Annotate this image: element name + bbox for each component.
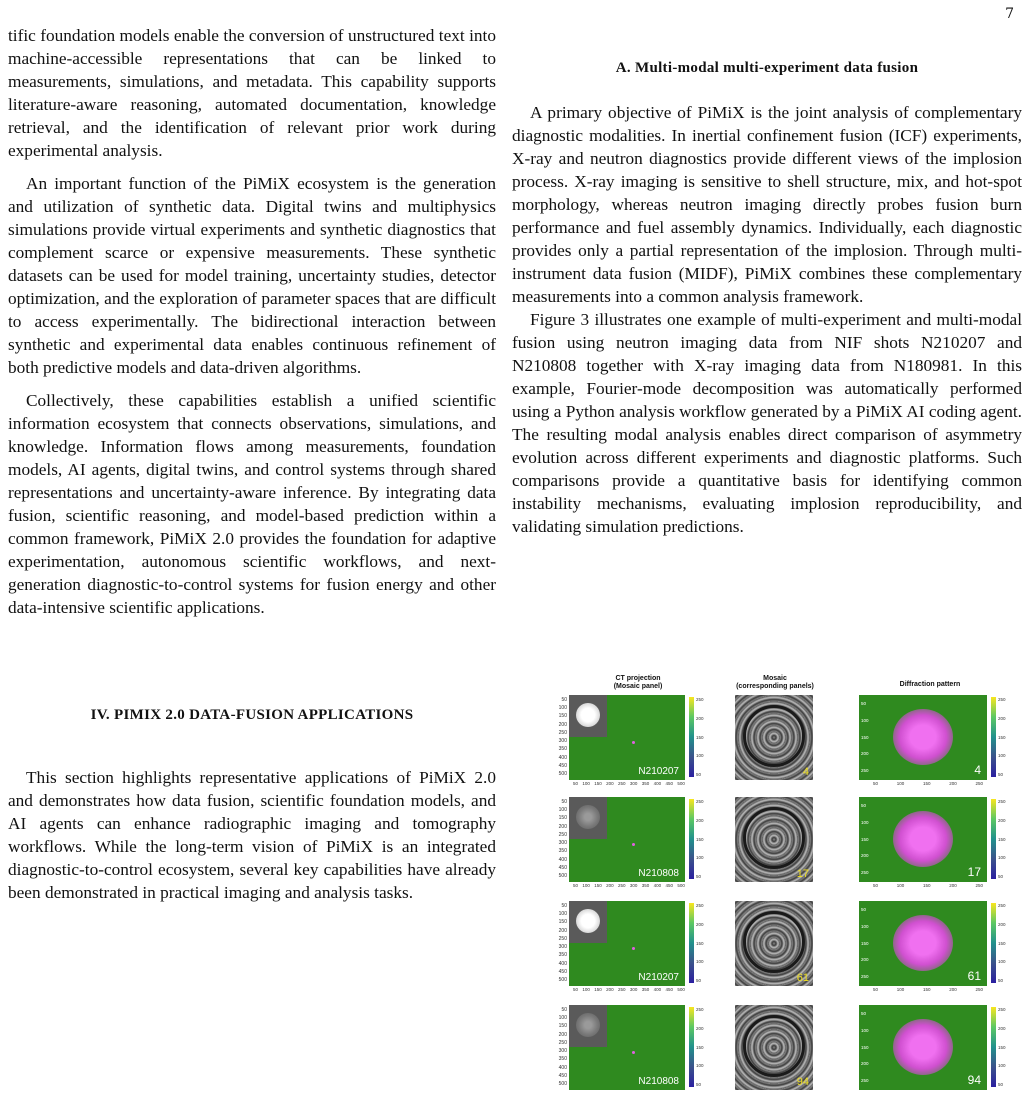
y-tick: 350 [558, 1056, 567, 1063]
y-tick: 250 [861, 768, 869, 773]
diffraction-panel [859, 695, 987, 780]
colorbar [991, 903, 996, 983]
colorbar-tick: 200 [998, 921, 1006, 927]
colorbar-tick: 200 [696, 715, 704, 721]
y-tick: 150 [861, 940, 869, 946]
mosaic-ring [743, 705, 805, 767]
y-tick: 200 [861, 853, 869, 859]
ct-marker [632, 1051, 635, 1054]
y-tick: 250 [558, 831, 567, 838]
panel-index: 94 [967, 1073, 981, 1087]
colorbar [991, 799, 996, 879]
mosaic-ring [743, 1015, 805, 1077]
colorbar [689, 1007, 694, 1087]
x-tick: 150 [594, 987, 602, 992]
colorbar-ticks [998, 697, 1012, 777]
diffraction-cloud [893, 709, 953, 765]
subsection-heading: A. Multi-modal multi-experiment data fusion [615, 60, 919, 76]
x-tick: 400 [653, 987, 662, 992]
ct-y-axis [553, 903, 567, 983]
x-tick: 350 [641, 883, 650, 888]
colorbar [689, 903, 694, 983]
x-tick: 100 [582, 987, 590, 992]
y-tick: 100 [861, 819, 869, 825]
panel-index: 4 [974, 763, 981, 777]
x-tick: 50 [873, 987, 879, 992]
diffraction-cloud [893, 811, 953, 867]
ct-header-text: CT projection (Mosaic panel) [613, 675, 663, 690]
y-tick: 50 [561, 1007, 567, 1013]
colorbar-tick: 150 [696, 734, 704, 740]
colorbar-tick: 200 [696, 817, 704, 823]
x-tick: 250 [618, 781, 626, 786]
x-tick: 50 [573, 987, 579, 992]
x-tick: 300 [629, 987, 638, 992]
y-tick: 100 [861, 923, 869, 929]
ct-inset [569, 797, 607, 839]
x-tick: 50 [573, 781, 579, 786]
y-tick: 300 [558, 1048, 567, 1055]
y-tick: 150 [558, 1023, 567, 1030]
x-tick: 50 [573, 883, 579, 888]
colorbar-tick: 250 [998, 697, 1006, 702]
colorbar-tick: 200 [696, 1025, 704, 1031]
panel-index: 17 [967, 865, 981, 879]
paragraph: tific foundation models enable the conversion of unstructured text into machine-accessible representations that can be linked to measurements, simulations, and metadata. This capability supports literature-aware reasoning, automated documentation, knowledge retrieval, and the identification of relevant prior work during experimental analysis. [8, 26, 496, 160]
y-tick: 200 [861, 751, 869, 757]
ct-blob [576, 805, 600, 829]
diff-y-axis [861, 803, 869, 875]
y-tick: 100 [558, 705, 567, 712]
shot-label: N210808 [638, 868, 679, 879]
x-tick: 50 [873, 781, 879, 786]
colorbar-tick: 200 [696, 921, 704, 927]
shot-label: N210207 [638, 766, 679, 777]
diff-x-axis [873, 781, 983, 786]
colorbar [689, 799, 694, 879]
y-tick: 500 [558, 770, 567, 777]
panel-index: 4 [802, 766, 809, 778]
x-tick: 100 [896, 781, 905, 786]
colorbar-tick: 150 [696, 1044, 704, 1050]
x-tick: 200 [606, 987, 614, 992]
y-tick: 400 [558, 960, 567, 967]
y-tick: 150 [558, 919, 567, 926]
x-tick: 200 [949, 781, 957, 786]
x-tick: 500 [677, 781, 685, 786]
right-column [512, 24, 1022, 538]
diff-y-axis [861, 1011, 869, 1083]
colorbar-tick: 200 [998, 715, 1006, 721]
colorbar-tick: 50 [696, 1082, 702, 1087]
ct-projection-panel [569, 901, 685, 986]
mosaic-panel [735, 797, 813, 882]
y-tick: 100 [558, 1015, 567, 1022]
colorbar-tick: 250 [696, 799, 704, 804]
x-tick: 200 [606, 781, 614, 786]
figure-3 [553, 675, 1011, 1091]
x-tick: 500 [677, 987, 685, 992]
y-tick: 400 [558, 754, 567, 761]
ct-inset [569, 1005, 607, 1047]
x-tick: 500 [677, 883, 685, 888]
y-tick: 450 [558, 968, 567, 975]
ct-blob [576, 1013, 600, 1037]
ct-blob [576, 703, 600, 727]
y-tick: 50 [561, 799, 567, 805]
y-tick: 250 [558, 935, 567, 942]
x-tick: 200 [949, 883, 957, 888]
figure-row [553, 1005, 1011, 1090]
x-tick: 450 [665, 883, 674, 888]
diff-x-axis [873, 883, 983, 888]
colorbar-tick: 100 [696, 1063, 704, 1069]
y-tick: 100 [558, 807, 567, 814]
paragraph: An important function of the PiMiX ecosystem is the generation and utilization of synthetic data. Digital twins and multiphysics simulations provide virtual experiments and synthetic diagnostics that complement scarce or expensive measurements. These synthetic datasets can be used for model training, uncertainty studies, detector optimization, and the exploration of parameter spaces that are difficult to access experimentally. The bidirectional interaction between synthetic and experimental data enables continuous refinement of both predictive models and data-driven algorithms. [8, 174, 496, 377]
y-tick: 250 [861, 1078, 869, 1083]
figure-row [553, 901, 1011, 992]
panel-index: 94 [796, 1076, 809, 1088]
y-tick: 350 [558, 848, 567, 855]
y-tick: 50 [561, 903, 567, 909]
colorbar [689, 697, 694, 777]
panel-index: 61 [796, 972, 809, 984]
y-tick: 300 [558, 840, 567, 847]
colorbar-tick: 150 [998, 734, 1006, 740]
x-tick: 450 [665, 781, 674, 786]
panel-index: 61 [967, 969, 981, 983]
colorbar-tick: 100 [998, 959, 1006, 965]
mosaic-ring [743, 807, 805, 869]
paragraph: This section highlights representative applications of PiMiX 2.0 and demonstrates how data fusion, scientific foundation models, and AI agents can enhance radiographic imaging and tomography workflows. While the long-term vision of PiMiX is an integrated diagnostic-to-control ecosystem, several key capabilities have already been demonstrated in practical imaging and analysis tasks. [8, 768, 496, 902]
y-tick: 200 [558, 823, 567, 830]
shot-label: N210207 [638, 972, 679, 983]
colorbar-tick: 150 [998, 1044, 1006, 1050]
colorbar-tick: 150 [998, 836, 1006, 842]
diffraction-panel [859, 901, 987, 986]
mosaic-panel [735, 695, 813, 780]
y-tick: 200 [861, 957, 869, 963]
y-tick: 300 [558, 738, 567, 745]
diffraction-cloud [893, 915, 953, 971]
paragraph: Collectively, these capabilities establish a unified scientific information ecosystem that connects observations, simulations, and knowledge. Information flows among measurements, foundation models, AI agents, digital twins, and control systems through shared representations and uncertainty-aware inference. By integrating data fusion, scientific reasoning, and model-based prediction within a common framework, PiMiX 2.0 provides the foundation for adaptive experimentation, autonomous scientific workflows, and next-generation diagnostic-to-control systems for fusion energy and other data-intensive scientific applications. [8, 391, 496, 617]
ct-projection-panel [569, 797, 685, 882]
colorbar-tick: 50 [696, 772, 702, 777]
x-tick: 150 [922, 883, 931, 888]
x-tick: 50 [873, 883, 879, 888]
diffraction-panel [859, 797, 987, 882]
colorbar-ticks [696, 697, 710, 777]
y-tick: 500 [558, 1080, 567, 1087]
colorbar-tick: 100 [696, 855, 704, 861]
mosaic-header [725, 675, 825, 691]
y-tick: 50 [561, 697, 567, 703]
x-tick: 150 [594, 781, 602, 786]
x-tick: 100 [896, 883, 905, 888]
x-tick: 400 [653, 883, 662, 888]
colorbar-tick: 200 [998, 1025, 1006, 1031]
x-tick: 300 [629, 781, 638, 786]
left-column [8, 24, 496, 904]
y-tick: 500 [558, 872, 567, 879]
x-tick: 200 [606, 883, 614, 888]
y-tick: 350 [558, 952, 567, 959]
y-tick: 350 [558, 746, 567, 753]
y-tick: 250 [558, 1039, 567, 1046]
x-tick: 100 [582, 781, 590, 786]
y-tick: 50 [861, 803, 867, 808]
y-tick: 250 [861, 870, 869, 875]
ct-blob [576, 909, 600, 933]
figure-row [553, 797, 1011, 888]
diff-y-axis [861, 701, 869, 773]
colorbar-tick: 200 [998, 817, 1006, 823]
colorbar-tick: 250 [696, 903, 704, 908]
figure-row [553, 695, 1011, 786]
ct-header [593, 675, 683, 691]
paragraph: A primary objective of PiMiX is the joint analysis of complementary diagnostic modalities. In inertial confinement fusion (ICF) experiments, X-ray and neutron diagnostics provide different views of the implosion process. X-ray imaging is sensitive to shell structure, mix, and hot-spot morphology, whereas neutron imaging directly probes fusion burn performance and fuel assembly dynamics. Individually, each diagnostic provides only a partial representation of the implosion. Through multi-instrument data fusion (MIDF), PiMiX combines these complementary measurements into a common analysis framework. [512, 103, 1022, 306]
colorbar-tick: 250 [696, 1007, 704, 1012]
colorbar-tick: 100 [998, 1063, 1006, 1069]
colorbar-ticks [696, 903, 710, 983]
colorbar-ticks [696, 1007, 710, 1087]
colorbar-tick: 250 [696, 697, 704, 702]
y-tick: 150 [861, 734, 869, 740]
y-tick: 200 [558, 1031, 567, 1038]
mosaic-header-text: Mosaic (corresponding panels) [736, 675, 814, 690]
ct-projection-panel [569, 695, 685, 780]
paragraph: Figure 3 illustrates one example of multi-experiment and multi-modal fusion using neutron imaging data from NIF shots N210207 and N210808 together with X-ray imaging data from N180981. In this example, Fourier-mode decomposition was automatically performed using a Python analysis workflow generated by a PiMiX AI coding agent. The resulting modal analysis enables direct comparison of asymmetry evolution across different experiments and diagnostic platforms. Such comparisons provide a quantitative basis for identifying common instability mechanisms, evaluating implosion reproducibility, and validating simulation predictions. [512, 310, 1022, 536]
ct-marker [632, 741, 635, 744]
ct-inset [569, 901, 607, 943]
colorbar-ticks [998, 799, 1012, 879]
colorbar [991, 697, 996, 777]
y-tick: 200 [558, 721, 567, 728]
page-number: 7 [1005, 6, 1014, 22]
x-tick: 150 [922, 987, 931, 992]
diffraction-cloud [893, 1019, 953, 1075]
x-tick: 250 [618, 883, 626, 888]
x-tick: 250 [975, 781, 983, 786]
mosaic-ring [743, 911, 805, 973]
ct-x-axis [573, 781, 685, 786]
y-tick: 150 [861, 836, 869, 842]
y-tick: 100 [861, 1027, 869, 1033]
section-heading: IV. PIMIX 2.0 DATA-FUSION APPLICATIONS [90, 707, 414, 723]
colorbar-tick: 50 [998, 874, 1004, 879]
y-tick: 150 [861, 1044, 869, 1050]
colorbar-ticks [998, 1007, 1012, 1087]
y-tick: 400 [558, 1064, 567, 1071]
ct-y-axis [553, 1007, 567, 1087]
colorbar-tick: 150 [998, 940, 1006, 946]
y-tick: 450 [558, 864, 567, 871]
y-tick: 300 [558, 944, 567, 951]
ct-projection-panel [569, 1005, 685, 1090]
colorbar-tick: 100 [998, 753, 1006, 759]
y-tick: 200 [558, 927, 567, 934]
colorbar-tick: 150 [696, 940, 704, 946]
y-tick: 100 [861, 717, 869, 723]
colorbar [991, 1007, 996, 1087]
y-tick: 450 [558, 1072, 567, 1079]
x-tick: 250 [975, 987, 983, 992]
colorbar-tick: 100 [998, 855, 1006, 861]
colorbar-ticks [696, 799, 710, 879]
mosaic-panel [735, 1005, 813, 1090]
x-tick: 350 [641, 987, 650, 992]
y-tick: 500 [558, 976, 567, 983]
panel-index: 17 [796, 868, 809, 880]
colorbar-tick: 50 [998, 1082, 1004, 1087]
x-tick: 300 [629, 883, 638, 888]
colorbar-tick: 250 [998, 1007, 1006, 1012]
diff-x-axis [873, 987, 983, 992]
colorbar-tick: 50 [696, 874, 702, 879]
x-tick: 250 [975, 883, 983, 888]
y-tick: 50 [861, 701, 867, 706]
y-tick: 50 [861, 907, 867, 912]
colorbar-tick: 100 [696, 959, 704, 965]
y-tick: 250 [861, 974, 869, 979]
colorbar-tick: 100 [696, 753, 704, 759]
colorbar-tick: 50 [998, 772, 1004, 777]
x-tick: 350 [641, 781, 650, 786]
y-tick: 100 [558, 911, 567, 918]
colorbar-tick: 250 [998, 799, 1006, 804]
ct-x-axis [573, 883, 685, 888]
shot-label: N210808 [638, 1076, 679, 1087]
x-tick: 150 [922, 781, 931, 786]
colorbar-ticks [998, 903, 1012, 983]
diff-y-axis [861, 907, 869, 979]
ct-marker [632, 947, 635, 950]
ct-inset [569, 695, 607, 737]
y-tick: 50 [861, 1011, 867, 1016]
colorbar-tick: 50 [696, 978, 702, 983]
ct-y-axis [553, 697, 567, 777]
colorbar-tick: 50 [998, 978, 1004, 983]
y-tick: 250 [558, 729, 567, 736]
x-tick: 150 [594, 883, 602, 888]
y-tick: 450 [558, 762, 567, 769]
ct-marker [632, 843, 635, 846]
x-tick: 100 [896, 987, 905, 992]
y-tick: 400 [558, 856, 567, 863]
mosaic-panel [735, 901, 813, 986]
y-tick: 150 [558, 713, 567, 720]
ct-y-axis [553, 799, 567, 879]
x-tick: 250 [618, 987, 626, 992]
colorbar-tick: 150 [696, 836, 704, 842]
x-tick: 450 [665, 987, 674, 992]
diffraction-header: Diffraction pattern [899, 681, 961, 688]
y-tick: 150 [558, 815, 567, 822]
ct-x-axis [573, 987, 685, 992]
x-tick: 400 [653, 781, 662, 786]
x-tick: 100 [582, 883, 590, 888]
diffraction-panel [859, 1005, 987, 1090]
colorbar-tick: 250 [998, 903, 1006, 908]
x-tick: 200 [949, 987, 957, 992]
y-tick: 200 [861, 1061, 869, 1067]
